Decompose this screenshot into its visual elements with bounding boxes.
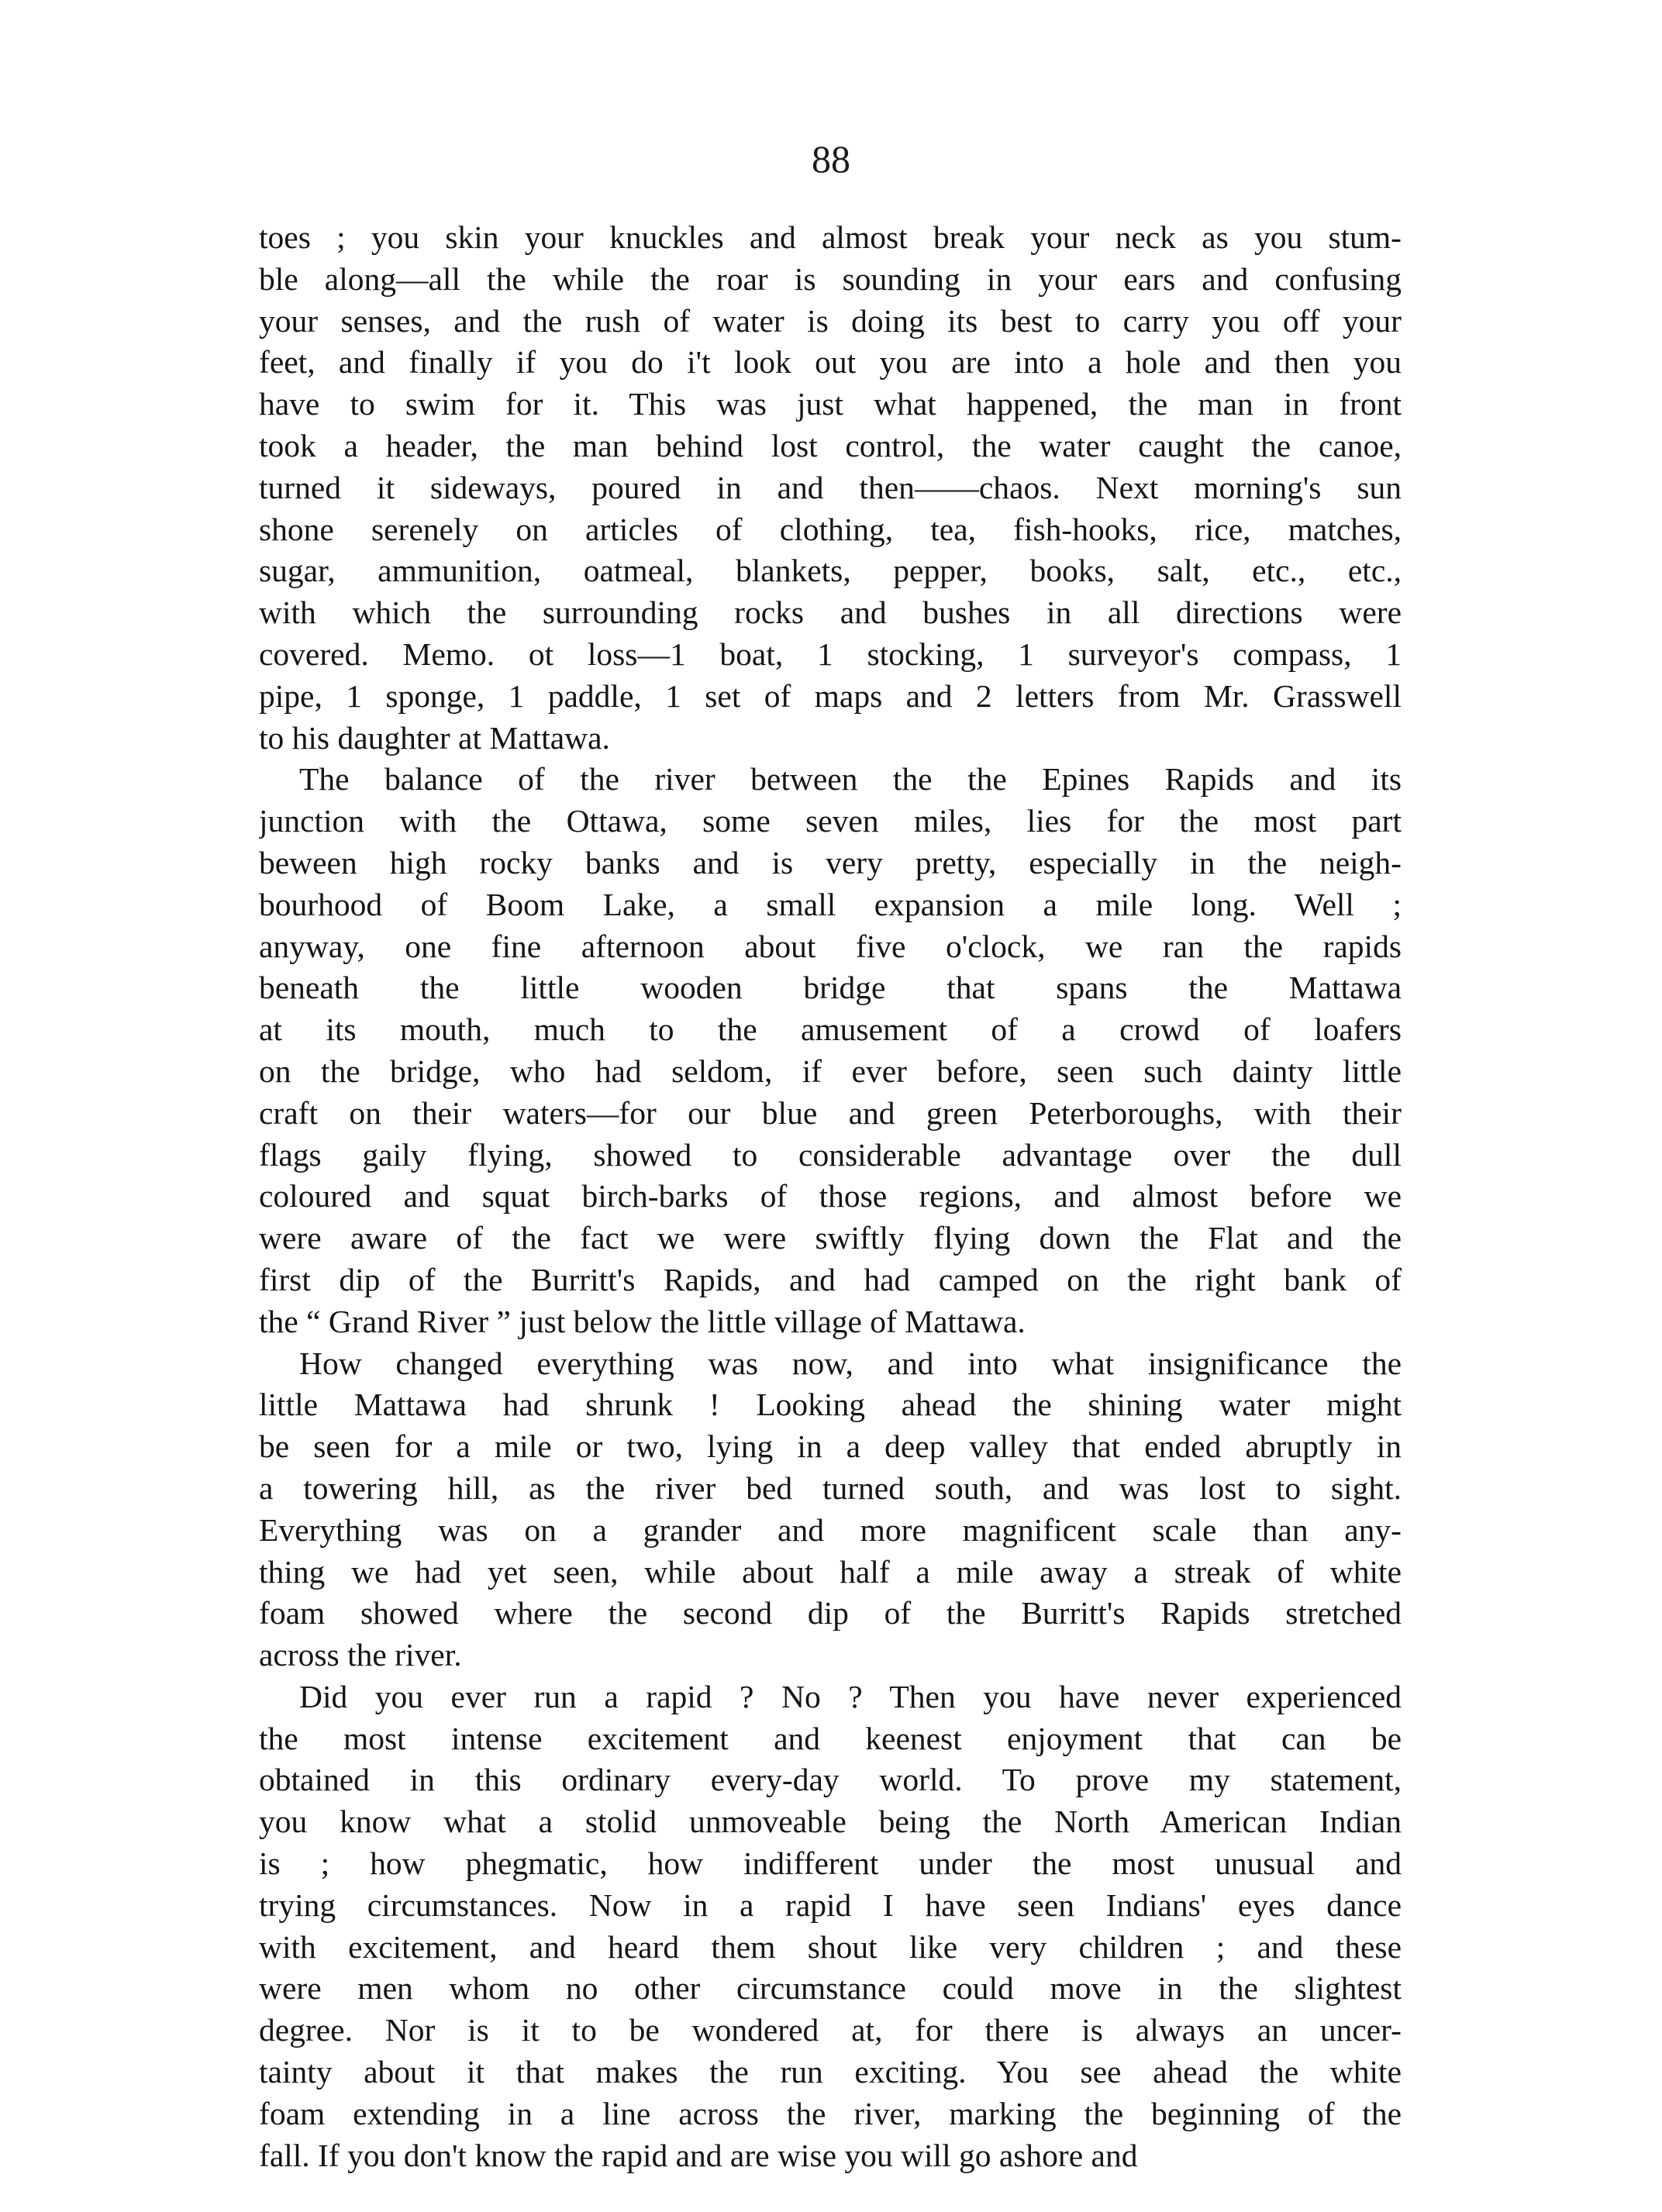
text-line: were aware of the fact we were swiftly flying down the Flat and the [259, 1220, 1402, 1256]
text-line: Did you ever run a rapid ? No ? Then you have never experienced [299, 1678, 1402, 1714]
text-line: thing we had yet seen, while about half a mile away a streak of white [259, 1553, 1402, 1590]
text-line: at its mouth, much to the amusement of a crowd of loafers [259, 1011, 1402, 1048]
text-line: obtained in this ordinary every-day world. To prove my statement, [259, 1762, 1402, 1798]
text-line: a towering hill, as the river bed turned south, and was lost to sight. [259, 1469, 1402, 1506]
text-line: took a header, the man behind lost control, the water caught the canoe, [259, 427, 1402, 463]
paragraph [259, 1343, 1402, 1676]
text-line: sugar, ammunition, oatmeal, blankets, pepper, books, salt, etc., etc., [259, 553, 1402, 589]
text-line: How changed everything was now, and into what insignificance the [299, 1345, 1402, 1381]
text-line: shone serenely on articles of clothing, tea, fish-hooks, rice, matches, [259, 511, 1402, 547]
text-line: foam showed where the second dip of the Burritt's Rapids stretched [259, 1595, 1402, 1631]
page-number: 88 [812, 137, 850, 181]
text-line: Everything was on a grander and more magnificent scale than any- [259, 1511, 1402, 1548]
text-line: with which the surrounding rocks and bushes in all directions were [259, 594, 1402, 631]
text-line: tainty about it that makes the run exciting. You see ahead the white [259, 2054, 1402, 2090]
text-line: junction with the Ottawa, some seven miles, lies for the most part [259, 803, 1402, 839]
text-line: degree. Nor is it to be wondered at, for there is always an uncer- [259, 2012, 1402, 2048]
text-line: beween high rocky banks and is very pretty, especially in the neigh- [259, 844, 1402, 880]
text-line: you know what a stolid unmoveable being the North American Indian [259, 1804, 1402, 1840]
text-line: across the river. [259, 1637, 462, 1673]
text-line: foam extending in a line across the river, marking the beginning of the [259, 2095, 1402, 2131]
text-line: be seen for a mile or two, lying in a deep valley that ended abruptly in [259, 1428, 1402, 1465]
text-line: The balance of the river between the the Epines Rapids and its [299, 761, 1402, 798]
text-line: fall. If you don't know the rapid and are wise you will go ashore and [259, 2137, 1138, 2173]
paragraph [259, 1676, 1402, 2177]
text-line: the most intense excitement and keenest enjoyment that can be [259, 1720, 1402, 1756]
text-line: flags gaily flying, showed to considerable advantage over the dull [259, 1136, 1402, 1173]
text-line: is ; how phegmatic, how indifferent under the most unusual and [259, 1845, 1402, 1882]
text-line: have to swim for it. This was just what happened, the man in front [259, 386, 1402, 422]
text-line: little Mattawa had shrunk ! Looking ahead the shining water might [259, 1387, 1402, 1423]
text-line: first dip of the Burritt's Rapids, and had camped on the right bank of [259, 1261, 1402, 1297]
text-line: with excitement, and heard them shout like very children ; and these [259, 1928, 1402, 1965]
paragraph [259, 759, 1402, 1342]
text-line: anyway, one fine afternoon about five o'clock, we ran the rapids [259, 928, 1402, 964]
text-line: your senses, and the rush of water is doing its best to carry you off your [259, 302, 1402, 339]
text-line: toes ; you skin your knuckles and almost break your neck as you stum- [259, 219, 1402, 255]
text-line: coloured and squat birch-barks of those regions, and almost before we [259, 1178, 1402, 1215]
text-line: trying circumstances. Now in a rapid I have seen Indians' eyes dance [259, 1886, 1402, 1923]
text-line: beneath the little wooden bridge that spans the Mattawa [259, 970, 1402, 1006]
text-line: covered. Memo. ot loss—1 boat, 1 stocking, 1 surveyor's compass, 1 [259, 636, 1402, 672]
text-line: the “ Grand River ” just below the little village of Mattawa. [259, 1303, 1026, 1339]
text-line: were men whom no other circumstance could move in the slightest [259, 1970, 1402, 2007]
text-line: craft on their waters—for our blue and green Peterboroughs, with their [259, 1094, 1402, 1131]
text-line: to his daughter at Mattawa. [259, 719, 610, 756]
paragraph [259, 217, 1402, 759]
text-line: pipe, 1 sponge, 1 paddle, 1 set of maps and 2 letters from Mr. Grasswell [259, 677, 1402, 714]
text-line: ble along—all the while the roar is sounding in your ears and confusing [259, 260, 1402, 297]
text-line: bourhood of Boom Lake, a small expansion a mile long. Well ; [259, 886, 1402, 922]
body-text [259, 217, 1402, 2176]
text-line: turned it sideways, poured in and then——chaos. Next morning's sun [259, 469, 1402, 505]
text-line: on the bridge, who had seldom, if ever before, seen such dainty little [259, 1053, 1402, 1089]
text-line: feet, and finally if you do i't look out you are into a hole and then you [259, 344, 1402, 381]
